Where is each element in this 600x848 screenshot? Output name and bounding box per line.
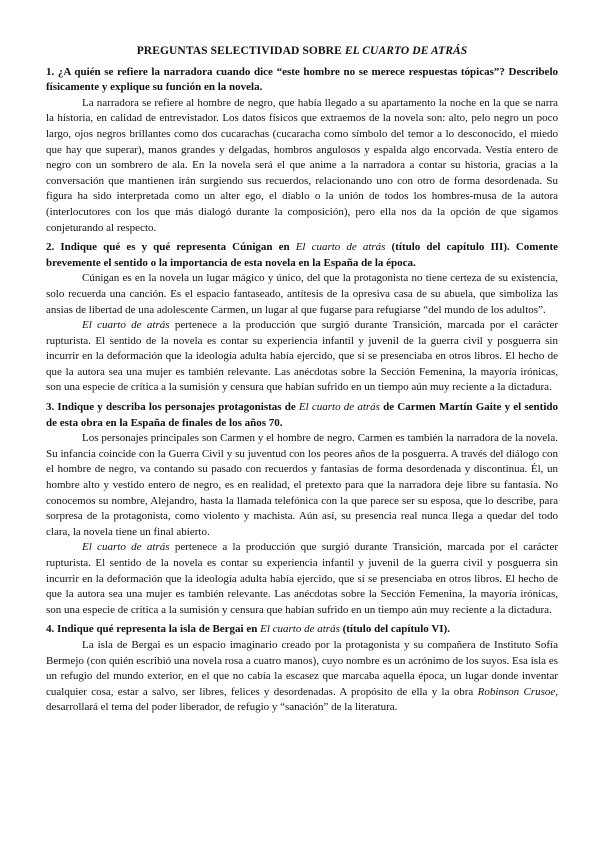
question-2-text-end: (título del capítulo III). Comente brevemente el sentido o la importancia de esta novela en la España de la época. — [46, 241, 558, 269]
section-1 — [46, 65, 558, 237]
answer-2-paragraph-2 — [46, 318, 558, 396]
answer-2-book: El cuarto de atrás — [82, 319, 170, 332]
question-4-text-end: (título del capítulo VI). — [339, 623, 450, 636]
question-3 — [46, 400, 558, 431]
title-prefix: PREGUNTAS SELECTIVIDAD SOBRE — [136, 45, 345, 57]
answer-3-paragraph-2 — [46, 540, 558, 618]
page-title — [46, 44, 558, 60]
answer-3-book: El cuarto de atrás — [82, 541, 170, 554]
section-3 — [46, 400, 558, 618]
answer-4-text: La isla de Bergai es un espacio imaginario creado por la protagonista y su compañera de Instituto Sofía Bermejo (con quién escribió una novela rosa a cuatro manos), cuyo nombre es un acrónimo de los suyos. Esa isla es un refugio del mundo exterior, en el que no cabía la escasez que marcaba aquella época, un lugar donde inventar cualquier cosa, estar a salvo, ser libres, felices y desordenadas. A propósito de ella y la obra — [46, 638, 558, 698]
question-3-text: 3. Indique y describa los personajes protagonistas de — [46, 401, 299, 414]
answer-3-text: pertenece a la producción que surgió durante Transición, marcada por el carácter rupturista. El sentido de la novela es contar su experiencia infantil y juvenil de la guerra civil y posguerra sin incurrir en la deformación que la ideología adulta había ejercido, que sí se presenciaba en otros libros. El hecho de que la autora sea una mujer es también relevante. Las anécdotas sobre la Sección Femenina, la mayoría irónicas, son una especie de crítica a la sumisión y censura que habían sufrido en un tiempo aún muy reciente a la dictadura. — [46, 541, 559, 616]
question-4-book: El cuarto de atrás — [260, 623, 340, 636]
document-page — [46, 44, 558, 720]
answer-2-paragraph-1: Cúnigan es en la novela un lugar mágico y único, del que la protagonista no tiene certeza de su existencia, solo recuerda una canción. Es el espacio fantaseado, antítesis de la opresiva casa de su abuela, que simboliza las ansias de libertad de una adolescente Carmen, un lugar al que fugarse para refugiarse “del mundo de los adultos”. — [46, 272, 558, 316]
answer-4-text-end: desarrollará el tema del poder liberador, de refugio y “sanación” de la literatura. — [46, 701, 398, 714]
question-3-text-end: de Carmen Martín Gaite y el sentido de esta obra en la España de finales de los años 70. — [46, 401, 558, 429]
question-1: 1. ¿A quién se refiere la narradora cuando dice “este hombre no se merece respuestas tópicas”? Describelo físicamente y explique su función en la novela. — [46, 65, 558, 94]
question-4 — [46, 622, 558, 638]
question-4-text: 4. Indique qué representa la isla de Bergai en — [46, 623, 261, 636]
section-4 — [46, 622, 558, 716]
answer-1-paragraph: La narradora se refiere al hombre de negro, que había llegado a su apartamento la noche en la que se narra la historia, en calidad de entrevistador. Los datos físicos que extraemos de la novela son: alto, pelo negro un poco largo, ojos negros brillantes como dos cucarachas (cucaracha como símbolo del temor a lo desconocido, el miedo que hay que superar), manos grandes y delgadas, hombros angulosos y espalda algo encorvada. Vestía entero de negro con un sombrero de ala. En la novela será el que anime a la narradora a contar su historia, gracias a la conversación que mantienen irán surgiendo sus recuerdos, relacionando uno con otro de forma desordenada. Su figura ha sido interpretada como un alter ego, el diablo o la unión de todos los hombres-musa de la autora (interlocutores con los que más dialogó durante la composición), pero ella nos da la opción de que sigamos conjeturando al respecto. — [46, 96, 558, 234]
answer-4-paragraph — [46, 638, 558, 716]
answer-3-paragraph-1: Los personajes principales son Carmen y el hombre de negro. Carmen es también la narradora de la novela. Su infancia coincide con la Guerra Civil y su juventud con los peores años de la posguerra. A través del diálogo con el hombre de negro, va contando su pasado con recuerdos y fantasías de forma desordenada y discontinua. Él, un hombre alto y vestido entero de negro, es en realidad, el pretexto para que la narradora deje libre su fantasía. No conocemos su nombre, Alejandro, hasta la llamada telefónica con la que parece ser su esposa, que lo describe, para sorpresa de la protagonista, como violento y machista. Aún así, su presencia real nunca llega a quedar del todo clara, la novela tiene un final abierto. — [46, 432, 558, 538]
section-2 — [46, 240, 558, 396]
title-book: EL CUARTO DE ATRÁS — [344, 45, 468, 57]
question-2 — [46, 240, 558, 271]
question-3-book: El cuarto de atrás — [298, 401, 380, 414]
answer-4-book: Robinson Crusoe, — [477, 685, 558, 698]
answer-2-text: pertenece a la producción que surgió durante Transición, marcada por el carácter rupturista. El sentido de la novela es contar su experiencia infantil y juvenil de la guerra civil y posguerra sin incurrir en la deformación que la ideología adulta había ejercido, que sí se presenciaba en otros libros. El hecho de que la autora sea una mujer es también relevante. Las anécdotas sobre la Sección Femenina, la mayoría irónicas, son una especie de crítica a la sumisión y censura que habían sufrido en un tiempo aún muy reciente a la dictadura. — [46, 319, 559, 394]
question-2-text: 2. Indique qué es y qué representa Cúnigan en — [46, 241, 296, 254]
question-2-book: El cuarto de atrás — [295, 241, 386, 254]
